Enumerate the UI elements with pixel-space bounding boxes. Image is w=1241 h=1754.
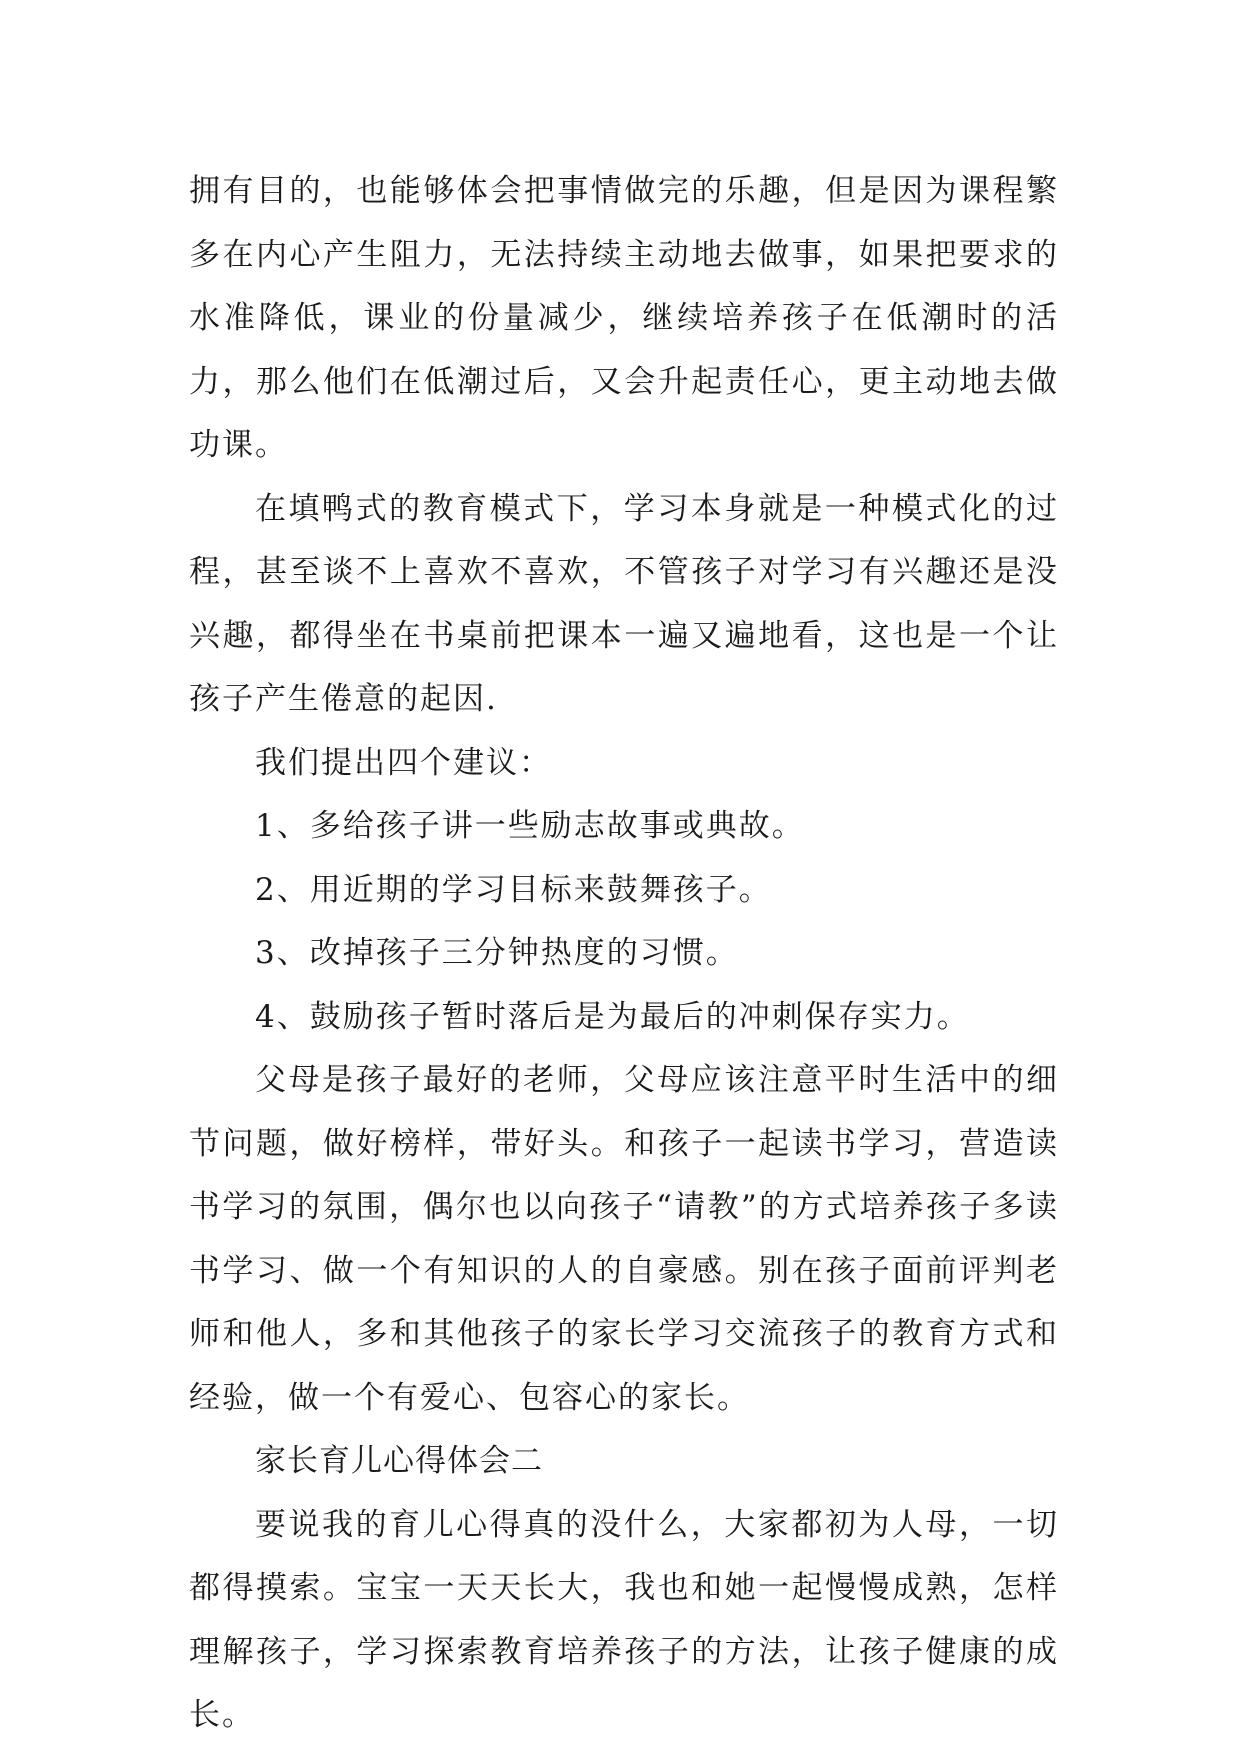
- suggestion-item-2: 2、用近期的学习目标来鼓舞孩子。: [255, 871, 772, 908]
- paragraph-continuation: 拥有目的，也能够体会把事情做完的乐趣，但是因为课程繁多在内心产生阻力，无法持续主动地去做事，如果把要求的水准降低，课业的份量减少，继续培养孩子在低潮时的活力，那么他们在低潮过后，又会升起责任心，更主动地去做功课。: [189, 173, 1059, 463]
- suggestion-item-3: 3、改掉孩子三分钟热度的习惯。: [255, 935, 739, 971]
- paragraph-suggestions-intro: 我们提出四个建议：: [255, 744, 552, 781]
- suggestion-item-1: 1、多给孩子讲一些励志故事或典故。: [255, 808, 805, 844]
- paragraph-parenting-experience: 要说我的育儿心得真的没什么，大家都初为人母，一切都得摸索。宝宝一天天长大，我也和她一起慢慢成熟，怎样理解孩子，学习探索教育培养孩子的方法，让孩子健康的成长。: [189, 1506, 1059, 1733]
- paragraph-education-model: 在填鸭式的教育模式下，学习本身就是一种模式化的过程，甚至谈不上喜欢不喜欢，不管孩子对学习有兴趣还是没兴趣，都得坐在书桌前把课本一遍又遍地看，这也是一个让孩子产生倦意的起因.: [189, 490, 1059, 717]
- suggestion-item-4: 4、鼓励孩子暂时落后是为最后的冲刺保存实力。: [255, 998, 970, 1035]
- document-body: [189, 160, 1059, 1748]
- section-heading: 家长育儿心得体会二: [255, 1443, 543, 1479]
- paragraph-parents-role: 父母是孩子最好的老师，父母应该注意平时生活中的细节问题，做好榜样，带好头。和孩子一起读书学习，营造读书学习的氛围，偶尔也以向孩子“请教”的方式培养孩子多读书学习、做一个有知识的人的自豪感。别在孩子面前评判老师和他人，多和其他孩子的家长学习交流孩子的教育方式和经验，做一个有爱心、包容心的家长。: [189, 1062, 1059, 1416]
